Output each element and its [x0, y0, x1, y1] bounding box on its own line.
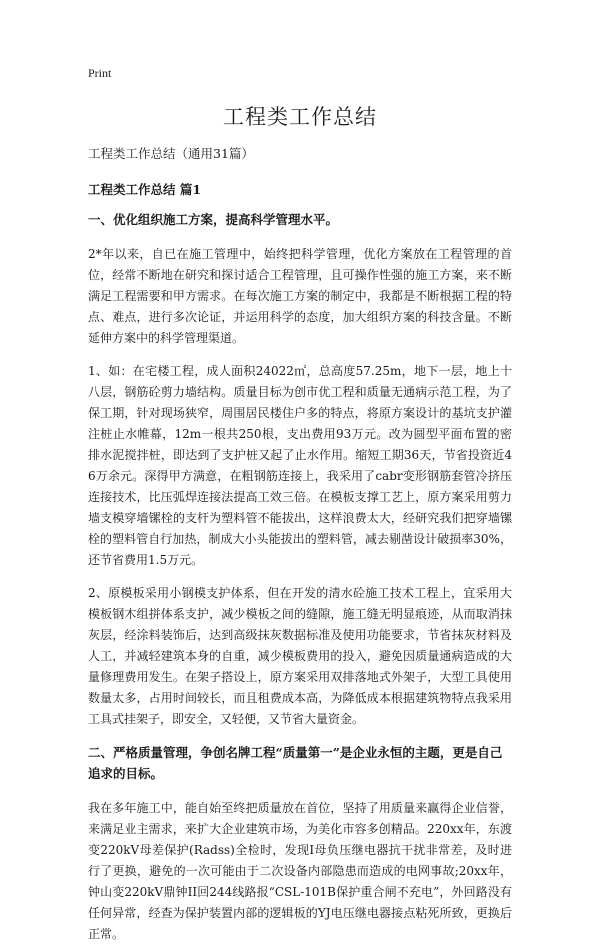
document-subtitle: 工程类工作总结（通用31篇）	[88, 146, 254, 161]
heading-2: 二、严格质量管理，争创名牌工程“质量第一”是企业永恒的主题，更是自己追求的目标。	[88, 745, 503, 781]
page-title: 工程类工作总结	[223, 105, 377, 129]
paragraph-3: 2、原模板采用小钢模支护体系，但在开发的清水砼施工技术工程上，宜采用大模板钢木组拼体系支护，减少模板之间的缝隙，施工缝无明显痕迹，从而取消抹灰层，经涂料装饰后，达到高级抹灰数据标准及使用功能要求，节省抹灰材料及人工，并减轻建筑本身的自重，减少模板费用的投入，避免因质量通病造成的大量修理费用发生。在架子搭设上，原方案采用双排落地式外架子，大型工具使用数量太多，占用时间较长，而且租费成本高，为降低成本根据建筑物特点我采用工具式挂架子，即安全，又轻便，又节省大量资金。	[88, 586, 512, 726]
heading-1: 一、优化组织施工方案，提高科学管理水平。	[88, 212, 339, 227]
print-link[interactable]: Print	[88, 66, 112, 80]
paragraph-2: 1、如：在宅楼工程，成人面积24022㎡，总高度57.25m，地下一层，地上十八层，钢筋砼剪力墙结构。质量目标为创市优工程和质量无通病示范工程，为了保工期，针对现场狭窄，周围居民楼住户多的特点，将原方案设计的基坑支护灌注桩止水帷幕，12m一根共250根，支出费用93万元。改为圆型平面布置的密排水泥搅拌桩，即达到了支护桩又起了止水作用。缩短工期36天，节省投资近46万余元。深得甲方满意，在粗钢筋连接上，我采用了cabr变形钢筋套管冷挤压连接技术，比压弧焊连接法提高工效三倍。在模板支撑工艺上，原方案采用剪力墙支模穿墙镙栓的支杆为塑料管不能拔出，这样浪费太大，经研究我们把穿墙镙栓的塑料管自行加热，制成大小头能拔出的塑料管，减去剔凿设计破损率30%，还节省费用1.5万元。	[88, 364, 512, 567]
section-title: 工程类工作总结 篇1	[88, 182, 202, 197]
paragraph-4: 我在多年施工中，能自始至终把质量放在首位，坚持了用质量来赢得企业信誉，来满足业主需求，来扩大企业建筑市场，为美化市容多创精品。220xx年，东渡变220kV母差保护(Radss)全检时，发现I母负压继电器抗干扰非常差，及时进行了更换，避免的一次可能由于二次设备内部隐患而造成的电网事故;20xx年，钟山变220kV鼎钟II回244线路报“CSL-101B保护重合闸不充电”，外回路没有任何异常，经查为保护装置内部的逻辑板的YJ电压继电器接点粘死所致，更换后正常。	[88, 801, 512, 941]
paragraph-1: 2*年以来，自已在施工管理中，始终把科学管理，优化方案放在工程管理的首位，经常不断地在研究和探讨适合工程管理，且可操作性强的施工方案，来不断满足工程需要和甲方需求。在每次施工方案的制定中，我都是不断根据工程的特点、难点，进行多次论证，并运用科学的态度，加大组织方案的科技含量。不断延伸方案中的科学管理渠道。	[88, 247, 512, 345]
